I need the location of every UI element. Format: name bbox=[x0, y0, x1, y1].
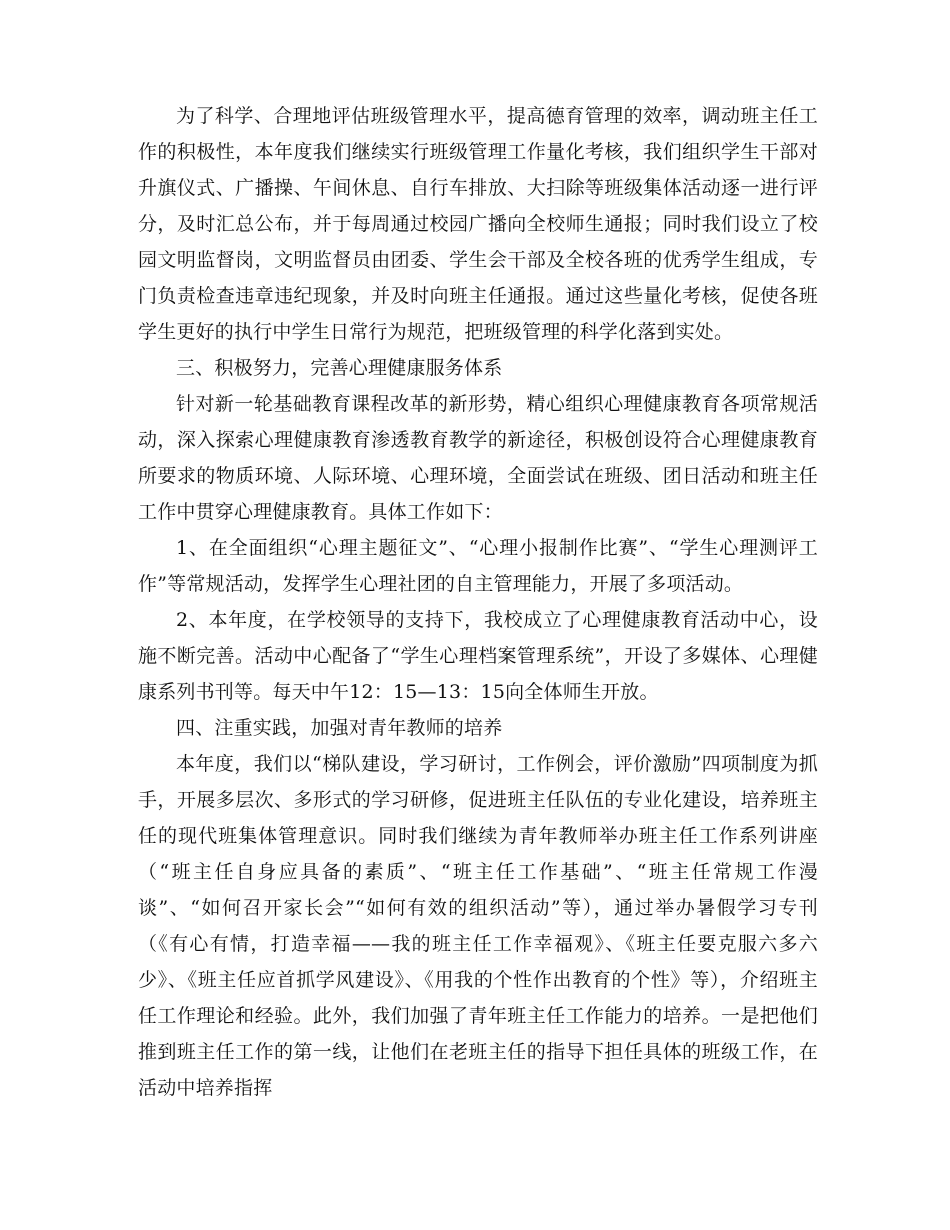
list-item-2: 2、本年度，在学校领导的支持下，我校成立了心理健康教育活动中心，设施不断完善。活动中心配备了“学生心理档案管理系统”，开设了多媒体、心理健康系列书刊等。每天中午12：15—13：15向全体师生开放。 bbox=[138, 609, 818, 703]
paragraph-young-teachers: 本年度，我们以“梯队建设，学习研讨，工作例会，评价激励”四项制度为抓手，开展多层次、多形式的学习研修，促进班主任队伍的专业化建设，培养班主任的现代班集体管理意识。同时我们继续为青年教师举办班主任工作系列讲座（“班主任自身应具备的素质”、“班主任工作基础”、“班主任常规工作漫谈”、“如何召开家长会”“如何有效的组织活动”等），通过举办暑假学习专刊（《有心有情，打造幸福——我的班主任工作幸福观》、《班主任要克服六多六少》、《班主任应首抓学风建设》、《用我的个性作出教育的个性》等），介绍班主任工作理论和经验。此外，我们加强了青年班主任工作能力的培养。一是把他们推到班主任工作的第一线，让他们在老班主任的指导下担任具体的班级工作，在活动中培养指挥 bbox=[138, 753, 818, 1099]
section-heading-mental-health: 三、积极努力，完善心理健康服务体系 bbox=[176, 357, 503, 379]
paragraph-mental-health-intro: 针对新一轮基础教育课程改革的新形势，精心组织心理健康教育各项常规活动，深入探索心理健康教育渗透教育教学的新途径，积极创设符合心理健康教育所要求的物质环境、人际环境、心理环境，全面尝试在班级、团日活动和班主任工作中贯穿心理健康教育。具体工作如下： bbox=[138, 393, 818, 523]
paragraph-quantified-assessment: 为了科学、合理地评估班级管理水平，提高德育管理的效率，调动班主任工作的积极性，本年度我们继续实行班级管理工作量化考核，我们组织学生干部对升旗仪式、广播操、午间休息、自行车排放、大扫除等班级集体活动逐一进行评分，及时汇总公布，并于每周通过校园广播向全校师生通报；同时我们设立了校园文明监督岗，文明监督员由团委、学生会干部及全校各班的优秀学生组成，专门负责检查违章违纪现象，并及时向班主任通报。通过这些量化考核，促使各班学生更好的执行中学生日常行为规范，把班级管理的科学化落到实处。 bbox=[138, 105, 818, 343]
section-heading-young-teachers: 四、注重实践，加强对青年教师的培养 bbox=[176, 717, 503, 739]
document-body bbox=[138, 98, 818, 1106]
list-item-1: 1、在全面组织“心理主题征文”、“心理小报制作比赛”、“学生心理测评工作”等常规活动，发挥学生心理社团的自主管理能力，开展了多项活动。 bbox=[138, 537, 818, 595]
